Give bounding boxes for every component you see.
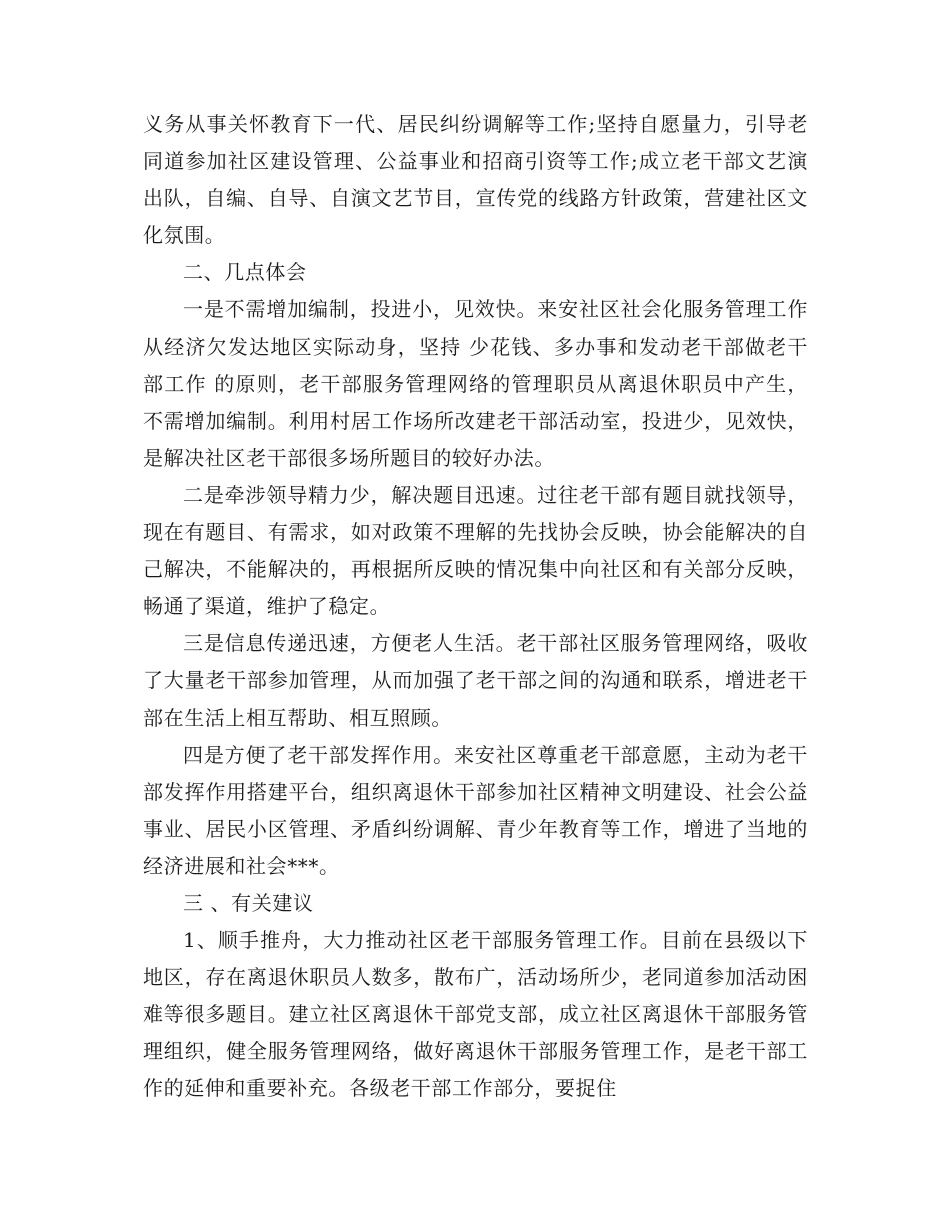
paragraph-point-3: 三是信息传递迅速，方便老人生活。老干部社区服务管理网络，吸收了大量老干部参加管理，从而加强了老干部之间的沟通和联系，增进老干部在生活上相互帮助、相互照顾。 bbox=[143, 631, 808, 730]
section-heading-2: 二、几点体会 bbox=[183, 260, 307, 285]
document-body bbox=[143, 106, 808, 1108]
paragraph-suggestion-1: 1、顺手推舟，大力推动社区老干部服务管理工作。目前在县级以下地区，存在离退休职员人数多，散布广，活动场所少，老同道参加活动困难等很多题目。建立社区离退休干部党支部，成立社区离退休干部服务管理组织，健全服务管理网络，做好离退休干部服务管理工作，是老干部工作的延伸和重要补充。各级老干部工作部分，要捉住 bbox=[143, 928, 808, 1101]
paragraph-continued: 义务从事关怀教育下一代、居民纠纷调解等工作;坚持自愿量力，引导老同道参加社区建设管理、公益事业和招商引资等工作;成立老干部文艺演出队，自编、自导、自演文艺节目，宣传党的线路方针政策，营建社区文化氛围。 bbox=[143, 112, 808, 248]
paragraph-point-1: 一是不需增加编制，投进小，见效快。来安社区社会化服务管理工作从经济欠发达地区实际动身，坚持 少花钱、多办事和发动老干部做老干部工作 的原则，老干部服务管理网络的管理职员从离退休职员中产生，不需增加编制。利用村居工作场所改建老干部活动室，投进少，见效快，是解决社区老干部很多场所题目的较好办法。 bbox=[143, 297, 808, 470]
section-heading-3: 三 、有关建议 bbox=[183, 890, 314, 915]
paragraph-point-4: 四是方便了老干部发挥作用。来安社区尊重老干部意愿，主动为老干部发挥作用搭建平台，组织离退休干部参加社区精神文明建设、社会公益事业、居民小区管理、矛盾纠纷调解、青少年教育等工作，增进了当地的经济进展和社会***。 bbox=[143, 742, 808, 878]
paragraph-point-2: 二是牵涉领导精力少，解决题目迅速。过往老干部有题目就找领导，现在有题目、有需求，如对政策不理解的先找协会反映，协会能解决的自己解决，不能解决的，再根据所反映的情况集中向社区和有关部分反映，畅通了渠道，维护了稳定。 bbox=[143, 482, 808, 619]
